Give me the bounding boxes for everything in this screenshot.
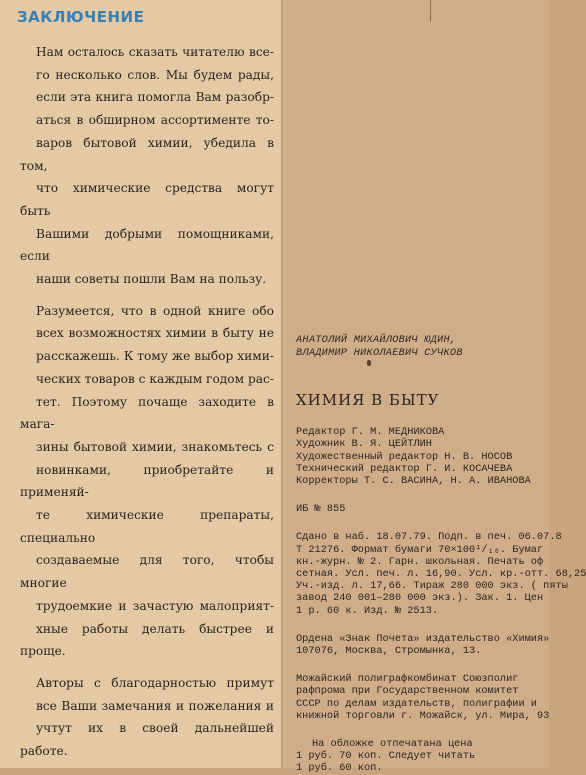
text-line: если эта книга помогла Вам разобр- xyxy=(36,90,274,105)
detail-line: 1 р. 60 к. Изд. № 2513. xyxy=(296,604,439,617)
book-title: ХИМИЯ В БЫТУ xyxy=(296,391,440,409)
detail-line: Уч.-изд. л. 17,66. Тираж 280 000 экз. ( пяты xyxy=(296,580,568,593)
text-line: зины бытовой химии, знакомьтесь с xyxy=(36,439,274,454)
paragraph xyxy=(20,300,274,663)
page-heading: ЗАКЛЮЧЕНИЕ xyxy=(17,8,145,26)
printer-line: рафпрома при Государственном комитет xyxy=(296,685,519,698)
pencil-mark xyxy=(430,0,431,22)
detail-line: сетная. Усл. печ. л. 16,90. Усл. кр.-отт. 68,25 xyxy=(296,568,586,581)
text-line: наши советы пошли Вам на пользу. xyxy=(36,272,267,287)
text-line: аться в обширном ассортименте то- xyxy=(36,113,274,128)
text-line: ческих товаров с каждым годом рас- xyxy=(36,371,274,386)
detail-line: Т 21276. Формат бумаги 70×100¹/₁₆. Бумаг xyxy=(296,543,544,556)
text-line: варов бытовой химии, убедила в том, xyxy=(20,135,274,173)
text-line: го несколько слов. Мы будем рады, xyxy=(36,67,274,82)
price-note xyxy=(296,738,541,775)
text-line: что химические средства могут быть xyxy=(20,181,274,218)
author-name: АНАТОЛИЙ МИХАЙЛОВИЧ ЮДИН, xyxy=(296,335,457,346)
detail-line: завод 240 001–280 000 экз.). Зак. 1. Цен xyxy=(296,592,544,605)
text-line: тет. Поэтому почаще заходите в мага- xyxy=(20,394,274,432)
text-line: Вашими добрыми помощниками, если xyxy=(20,226,274,264)
printer-line: Можайский полиграфкомбинат Союзполиг xyxy=(296,673,519,686)
ib-number: ИБ № 855 xyxy=(296,503,346,516)
text-line: все Ваши замечания и пожелания и xyxy=(36,698,274,713)
price-line: На обложке отпечатана цена xyxy=(312,738,473,751)
text-line: хные работы делать быстрее и проще. xyxy=(20,621,274,659)
text-line: трудоемкие и зачастую малоприят- xyxy=(36,598,274,613)
text-line: те химические препараты, специально xyxy=(20,508,274,545)
text-line: всех возможностях химии в быту не xyxy=(36,326,274,341)
detail-line: Сдано в наб. 18.07.79. Подп. в печ. 06.07.8 xyxy=(296,531,562,544)
authors xyxy=(296,334,541,360)
publisher-line: 107076, Москва, Стромынка, 13. xyxy=(296,645,482,658)
price-line: 1 руб. 70 коп. Следует читать xyxy=(296,750,476,763)
text-line: Разумеется, что в одной книге обо xyxy=(36,303,274,318)
page-fold xyxy=(281,0,285,768)
text-line: Нам осталось сказать читателю все- xyxy=(36,45,274,59)
paragraph xyxy=(20,672,274,763)
print-details xyxy=(296,531,586,617)
text-line: создаваемые для того, чтобы многие xyxy=(20,553,274,591)
credit-line: Художник В. Я. ЦЕЙТЛИН xyxy=(296,438,432,451)
printer-line: СССР по делам издательств, полиграфии и xyxy=(296,697,537,710)
credit-line: Редактор Г. М. МЕДНИКОВА xyxy=(296,426,445,439)
credit-line: Корректоры Т. С. ВАСИНА, Н. А. ИВАНОВА xyxy=(296,475,531,488)
paragraph xyxy=(20,41,274,291)
credits xyxy=(296,426,541,487)
author-name: ВЛАДИМИР НИКОЛАЕВИЧ СУЧКОВ xyxy=(296,348,463,359)
body-text xyxy=(20,41,274,772)
publisher xyxy=(296,632,550,658)
printer-line: книжной торговли г. Можайск, ул. Мира, 93 xyxy=(296,709,550,722)
publisher-line: Ордена «Знак Почета» издательство «Химия» xyxy=(296,632,550,645)
text-line: расскажешь. К тому же выбор хими- xyxy=(36,349,274,364)
printer xyxy=(296,673,550,722)
credit-line: Художественный редактор Н. В. НОСОВ xyxy=(296,450,513,463)
ink-mark xyxy=(367,360,371,366)
detail-line: кн.-журн. № 2. Гарн. школьная. Печать оф xyxy=(296,555,544,568)
text-line: Авторы с благодарностью примут xyxy=(36,675,274,690)
credit-line: Технический редактор Г. И. КОСАЧЕВА xyxy=(296,462,513,475)
text-line: новинками, приобретайте и применяй- xyxy=(20,462,274,500)
price-line: 1 руб. 60 коп. xyxy=(296,762,383,775)
imprint-block xyxy=(296,334,586,775)
text-line: учтут их в своей дальнейшей работе. xyxy=(20,721,274,759)
